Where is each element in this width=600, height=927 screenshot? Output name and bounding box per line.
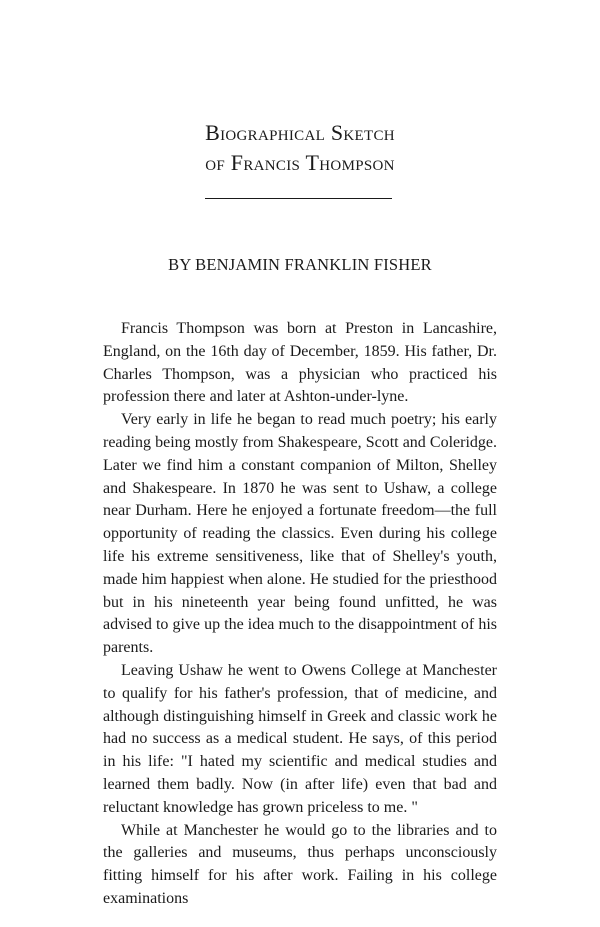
paragraph: Very early in life he began to read much poetry; his early reading being mostly from Shakespeare, Scott and Coleridge. Later we find him a constant companion of Milton, Shelley and Shakespeare. In 1870 he was sent to Ushaw, a college near Durham. Here he enjoyed a fortunate freedom—the full opportunity of reading the classics. Even during his college life his extreme sensitiveness, like that of Shelley's youth, made him happiest when alone. He studied for the priesthood but in his nineteenth year being found unfitted, he was advised to give up the idea much to the disappointment of his parents. xyxy=(103,411,497,657)
paragraph: While at Manchester he would go to the libraries and to the galleries and museums, thus perhaps unconsciously fitting himself for his after work. Failing in his college examinations xyxy=(103,821,497,907)
page-title xyxy=(0,118,600,178)
title-line-1: Biographical Sketch xyxy=(205,120,395,145)
body-text xyxy=(103,318,497,911)
paragraph: Leaving Ushaw he went to Owens College at Manchester to qualify for his father's profession, that of medicine, and although distinguishing himself in Greek and classic work he had no success as a medical student. He says, of this period in his life: "I hated my scientific and medical studies and learned them badly. Now (in after life) even that bad and reluctant knowledge has grown priceless to me. " xyxy=(103,661,497,816)
title-divider xyxy=(205,198,392,199)
paragraph: Francis Thompson was born at Preston in Lancashire, England, on the 16th day of December, 1859. His father, Dr. Charles Thompson, was a physician who practiced his profession there and later at Ashton-under-lyne. xyxy=(103,320,497,406)
author-byline: BY BENJAMIN FRANKLIN FISHER xyxy=(168,255,432,274)
title-line-2: of Francis Thompson xyxy=(205,150,395,175)
